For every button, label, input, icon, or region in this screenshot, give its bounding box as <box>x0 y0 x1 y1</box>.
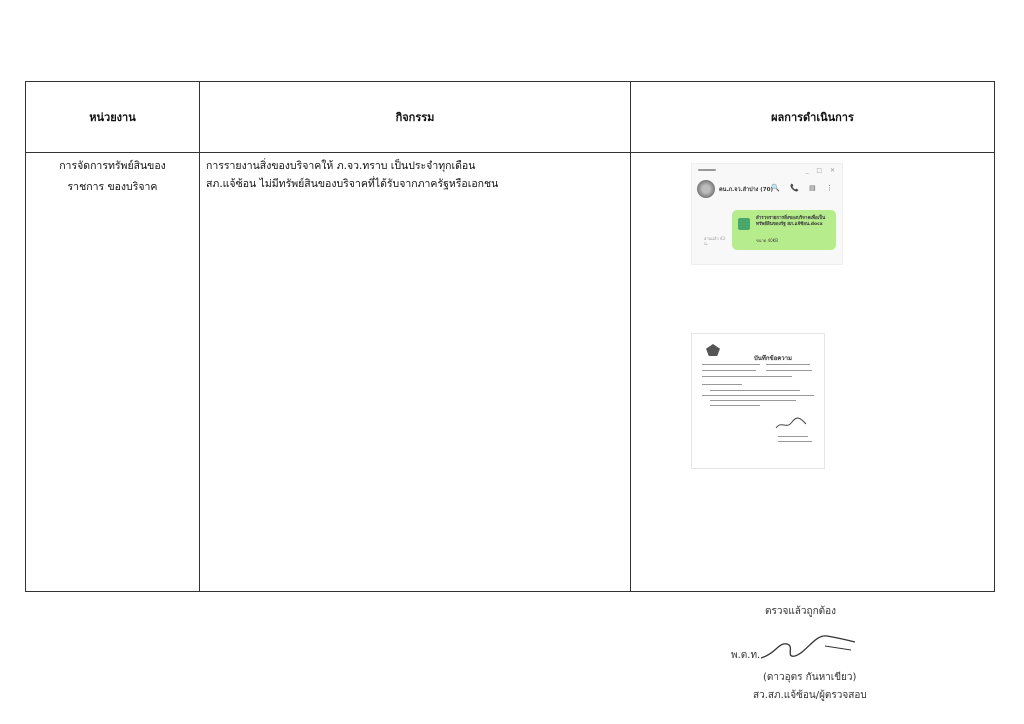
memo-text-line <box>710 400 796 401</box>
unit-cell <box>26 153 200 592</box>
memo-text-line <box>766 370 812 371</box>
search-bar-icon <box>698 169 716 171</box>
memo-signature <box>774 416 808 432</box>
file-name: สำรวจรายการสิ่งของบริจาคเพื่อเป็นทรัพย์สินของรัฐ สภ.แจ้ซ้อน.docx <box>756 216 826 227</box>
message-bubble <box>732 210 836 250</box>
document-icon <box>738 218 750 230</box>
table-row <box>26 153 995 592</box>
signer-name: (ดาวอุตร กันหาเขียว) <box>763 672 857 683</box>
memo-text-line <box>766 364 810 365</box>
memo-text-line <box>702 395 814 396</box>
verified-label: ตรวจแล้วถูกต้อง <box>765 606 837 617</box>
memo-text-line <box>710 390 800 391</box>
memo-document-image <box>691 333 825 469</box>
memo-text-line <box>778 441 812 442</box>
signer-position: สว.สภ.แจ้ซ้อน/ผู้ตรวจสอบ <box>753 690 867 701</box>
header-result: ผลการดำเนินการ <box>631 82 995 153</box>
file-size: ขนาด 40KB <box>756 238 779 243</box>
rank-label: พ.ต.ท. <box>731 650 761 661</box>
memo-text-line <box>702 370 756 371</box>
handwritten-signature <box>755 624 865 664</box>
table-header-row <box>26 82 995 153</box>
chat-screenshot-image <box>691 163 843 265</box>
header-unit: หน่วยงาน <box>26 82 200 153</box>
unit-line-1: การจัดการทรัพย์สินของ <box>59 160 166 172</box>
memo-text-line <box>702 364 760 365</box>
activity-line-1: การรายงานสิ่งของบริจาคให้ ภ.จว.ทราบ เป็นประจำทุกเดือน <box>206 160 476 172</box>
garuda-emblem-icon <box>706 344 720 356</box>
activity-line-2: สภ.แจ้ซ้อน ไม่มีทรัพย์สินของบริจาคที่ได้รับจากภาครัฐหรือเอกชน <box>206 178 499 190</box>
chat-room-name: คน.ภ.จว.ลำปาง (70) <box>719 187 773 193</box>
avatar <box>697 180 715 198</box>
activity-cell <box>200 153 631 592</box>
header-activity: กิจกรรม <box>200 82 631 153</box>
report-table <box>25 81 995 592</box>
window-controls: _ □ ✕ <box>805 167 838 174</box>
result-cell <box>631 153 995 592</box>
memo-text-line <box>702 376 792 377</box>
read-mark: อ่านแล้ว 43 น. <box>704 236 726 246</box>
memo-text-line <box>702 384 742 385</box>
unit-line-2: ราชการ ของบริจาค <box>67 181 158 193</box>
memo-title: บันทึกข้อความ <box>754 355 792 362</box>
memo-text-line <box>710 405 760 406</box>
chat-tool-icons: 🔍 📞 ▤ ⋮ <box>771 184 837 192</box>
memo-text-line <box>778 436 808 437</box>
